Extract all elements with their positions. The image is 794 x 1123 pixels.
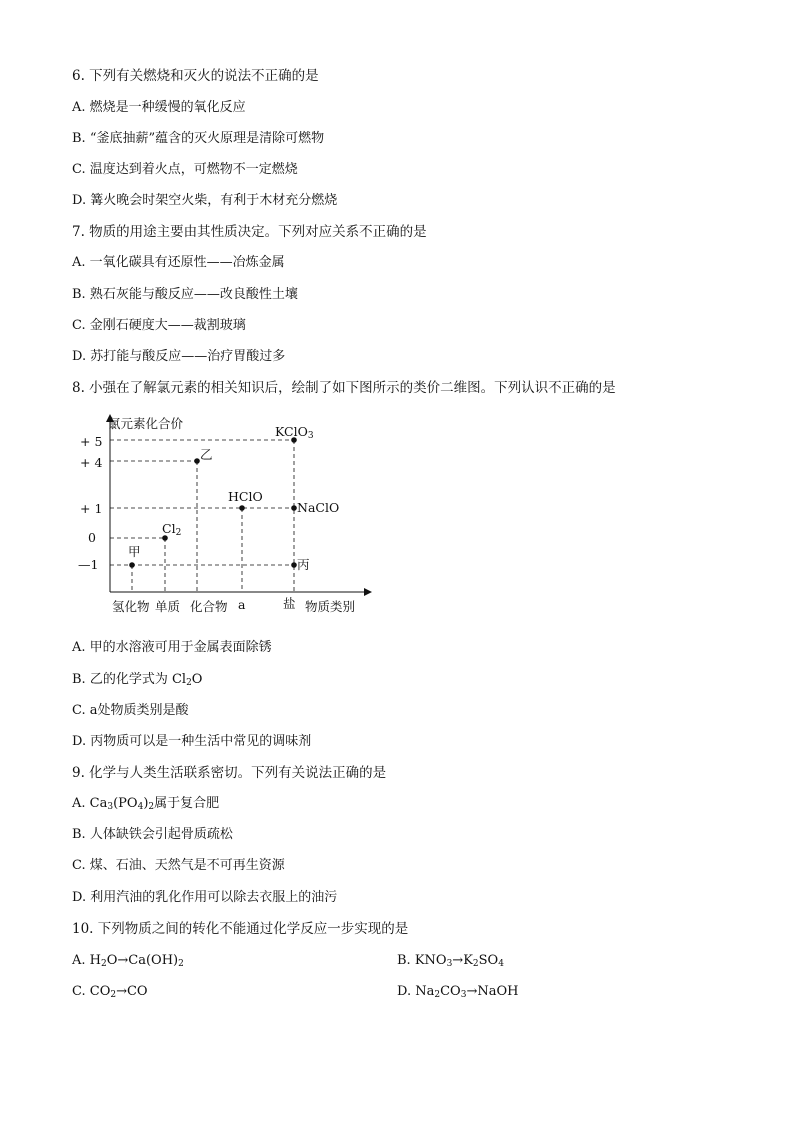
data-point	[239, 505, 245, 511]
valence-category-chart	[70, 410, 390, 625]
q7-option-c: C. 金刚石硬度大——裁割玻璃	[72, 318, 246, 333]
data-point	[291, 505, 297, 511]
x-tick-label: 化合物	[190, 599, 228, 614]
q10-option-d: D. $Na_2CO_3\to NaOH$	[397, 984, 519, 1000]
q9-stem: 9. 化学与人类生活联系密切。下列有关说法正确的是	[72, 765, 387, 781]
x-tick-label: a	[238, 597, 246, 612]
y-tick-label: + 4	[80, 455, 103, 470]
q7-option-d: D. 苏打能与酸反应——治疗胃酸过多	[72, 349, 286, 364]
q8-stem: 8. 小强在了解氯元素的相关知识后，绘制了如下图所示的类价二维图。下列认识不正确的是	[72, 380, 616, 396]
q6-stem: 6. 下列有关燃烧和灭火的说法不正确的是	[72, 68, 319, 84]
q6-option-d: D. 篝火晚会时架空火柴，有利于木材充分燃烧	[72, 193, 338, 208]
q6-option-a: A. 燃烧是一种缓慢的氧化反应	[72, 100, 246, 115]
point-label: HClO	[228, 489, 263, 504]
q9-option-c: C. 煤、石油、天然气是不可再生资源	[72, 858, 285, 873]
q6-option-b: B. “釜底抽薪”蕴含的灭火原理是清除可燃物	[72, 131, 325, 146]
point-label: 丙	[297, 557, 310, 572]
chart-canvas	[70, 410, 390, 625]
q9-option-d: D. 利用汽油的乳化作用可以除去衣服上的油污	[72, 890, 338, 905]
q8-option-d: D. 丙物质可以是一种生活中常见的调味剂	[72, 734, 312, 749]
y-axis-label: 氯元素化合价	[108, 416, 184, 431]
x-tick-label: 单质	[155, 599, 181, 614]
point-label: KClO$_3$	[275, 424, 314, 441]
data-point	[129, 562, 135, 568]
q9-option-b: B. 人体缺铁会引起骨质疏松	[72, 827, 233, 842]
data-point	[194, 458, 200, 464]
y-tick-label: + 1	[80, 501, 103, 516]
q7-stem: 7. 物质的用途主要由其性质决定。下列对应关系不正确的是	[72, 224, 427, 240]
q10-option-a: A. $H_2O\to Ca(OH)_2$	[72, 953, 184, 969]
y-tick-label: 0	[88, 530, 96, 545]
q10-stem: 10. 下列物质之间的转化不能通过化学反应一步实现的是	[72, 921, 409, 937]
point-label: NaClO	[297, 500, 340, 515]
q8-option-a: A. 甲的水溶液可用于金属表面除锈	[72, 640, 272, 655]
q8-option-c: C. a处物质类别是酸	[72, 703, 189, 718]
q10-option-b: B. $KNO_3\to K_2SO_4$	[397, 953, 504, 969]
y-tick-label: —1	[78, 557, 99, 572]
q9-option-a: A. $Ca_3(PO_4)_2$属于复合肥	[72, 796, 220, 812]
point-label: $Cl_2$	[162, 521, 182, 538]
point-label: 甲	[128, 544, 141, 559]
x-axis-label: 物质类别	[305, 599, 356, 614]
q7-option-a: A. 一氧化碳具有还原性——冶炼金属	[72, 255, 285, 270]
q8-option-b: B. 乙的化学式为 $Cl_2O$	[72, 672, 203, 688]
q7-option-b: B. 熟石灰能与酸反应——改良酸性土壤	[72, 287, 298, 302]
y-tick-label: + 5	[80, 434, 103, 449]
data-point	[291, 562, 297, 568]
x-tick-label: 氢化物	[112, 599, 150, 614]
point-label: 乙	[200, 447, 213, 462]
q6-option-c: C. 温度达到着火点，可燃物不一定燃烧	[72, 162, 298, 177]
q10-option-c: C. $CO_2\to CO$	[72, 984, 148, 1000]
x-tick-label: 盐	[283, 596, 296, 611]
